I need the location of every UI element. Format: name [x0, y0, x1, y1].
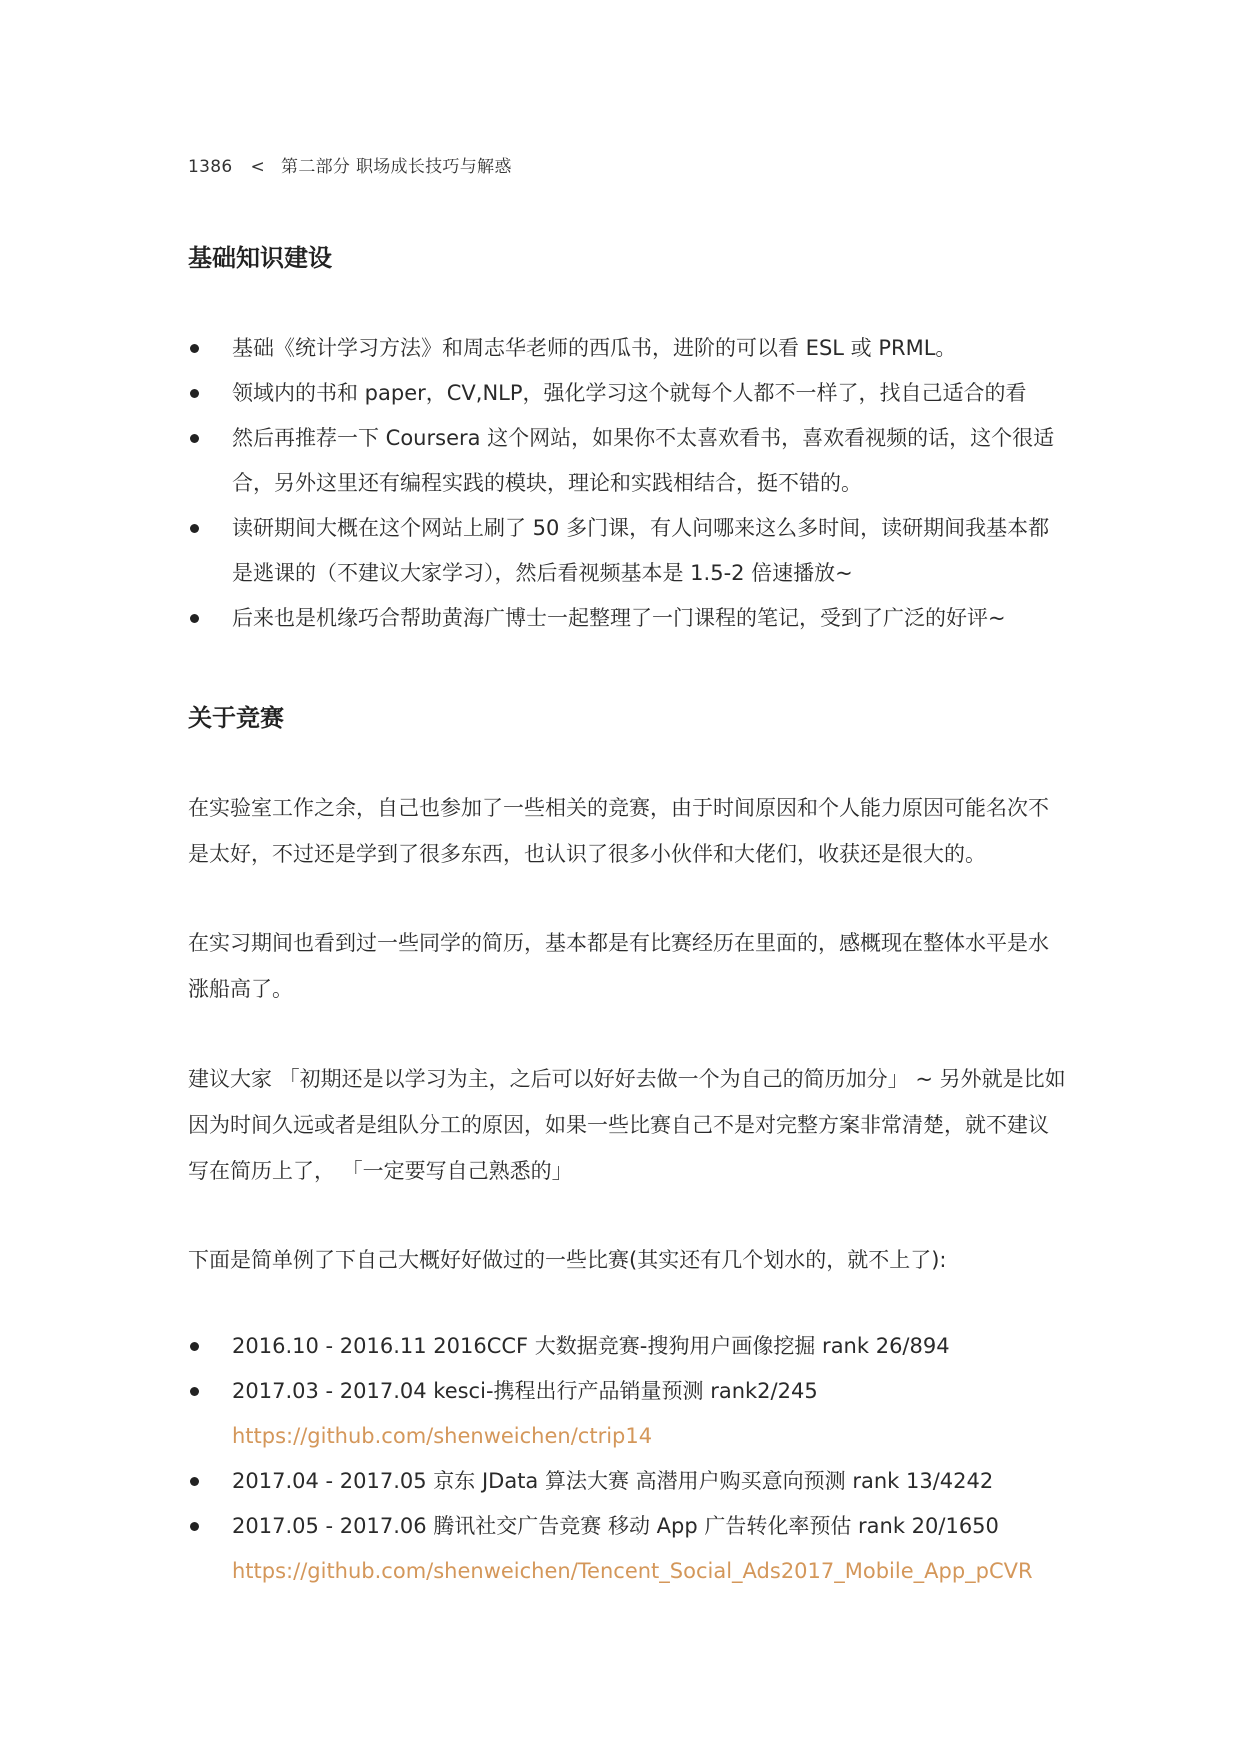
chapter-title: 职场成长技巧与解惑 — [355, 157, 512, 177]
bullet-icon — [190, 1342, 199, 1351]
list-item: 领域内的书和 paper，CV,NLP，强化学习这个就每个人都不一样了，找自己适合的看 — [188, 371, 1068, 416]
running-header — [188, 152, 512, 177]
bullet-icon — [190, 434, 199, 443]
list-item: 基础《统计学习方法》和周志华老师的西瓜书，进阶的可以看 ESL 或 PRML。 — [188, 326, 1068, 371]
list-item: 读研期间大概在这个网站上刷了 50 多门课，有人问哪来这么多时间，读研期间我基本都是逃课的（不建议大家学习），然后看视频基本是 1.5-2 倍速播放~ — [188, 506, 1068, 596]
github-link-ctrip[interactable]: https://github.com/shenweichen/ctrip14 — [232, 1424, 653, 1448]
paragraph: 在实验室工作之余，自己也参加了一些相关的竞赛，由于时间原因和个人能力原因可能名次不是太好，不过还是学到了很多东西，也认识了很多小伙伴和大佬们，收获还是很大的。 — [188, 796, 1049, 866]
paragraph: 下面是简单例了下自己大概好好做过的一些比赛(其实还有几个划水的，就不上了): — [188, 1248, 947, 1272]
bullet-icon — [190, 344, 199, 353]
knowledge-list — [188, 326, 1068, 641]
chevron-left-icon: < — [250, 157, 266, 177]
bullet-icon — [190, 524, 199, 533]
list-item: 2016.10 - 2016.11 2016CCF 大数据竞赛-搜狗用户画像挖掘 rank 26/894 — [188, 1324, 1068, 1369]
document-page — [188, 0, 1068, 1755]
competition-list — [188, 1324, 1068, 1594]
github-link-tencent[interactable]: https://github.com/shenweichen/Tencent_Social_Ads2017_Mobile_App_pCVR — [232, 1559, 1033, 1583]
section-title-knowledge: 基础知识建设 — [188, 244, 332, 272]
part-label: 第二部分 — [281, 157, 351, 177]
list-item: 2017.04 - 2017.05 京东 JData 算法大赛 高潜用户购买意向预测 rank 13/4242 — [188, 1459, 1068, 1504]
list-item: 后来也是机缘巧合帮助黄海广博士一起整理了一门课程的笔记，受到了广泛的好评~ — [188, 596, 1068, 641]
list-item: 2017.05 - 2017.06 腾讯社交广告竞赛 移动 App 广告转化率预估 rank 20/1650 https://github.com/shenweichen/Tencent_Social_Ads2017_Mobile_App_pCVR — [188, 1504, 1068, 1594]
bullet-icon — [190, 1477, 199, 1486]
bullet-icon — [190, 1522, 199, 1531]
page-number: 1386 — [188, 157, 233, 177]
paragraph: 在实习期间也看到过一些同学的简历，基本都是有比赛经历在里面的，感概现在整体水平是水涨船高了。 — [188, 931, 1049, 1001]
list-item: 然后再推荐一下 Coursera 这个网站，如果你不太喜欢看书，喜欢看视频的话，这个很适合，另外这里还有编程实践的模块，理论和实践相结合，挺不错的。 — [188, 416, 1068, 506]
list-item: 2017.03 - 2017.04 kesci-携程出行产品销量预测 rank2/245 https://github.com/shenweichen/ctrip14 — [188, 1369, 1068, 1459]
bullet-icon — [190, 614, 199, 623]
paragraph: 建议大家 「初期还是以学习为主，之后可以好好去做一个为自己的简历加分」 ~ 另外就是比如因为时间久远或者是组队分工的原因，如果一些比赛自己不是对完整方案非常清楚，就不建议写在简历上了， 「一定要写自己熟悉的」 — [188, 1067, 1066, 1183]
section-title-competition: 关于竞赛 — [188, 704, 284, 732]
bullet-icon — [190, 389, 199, 398]
bullet-icon — [190, 1387, 199, 1396]
